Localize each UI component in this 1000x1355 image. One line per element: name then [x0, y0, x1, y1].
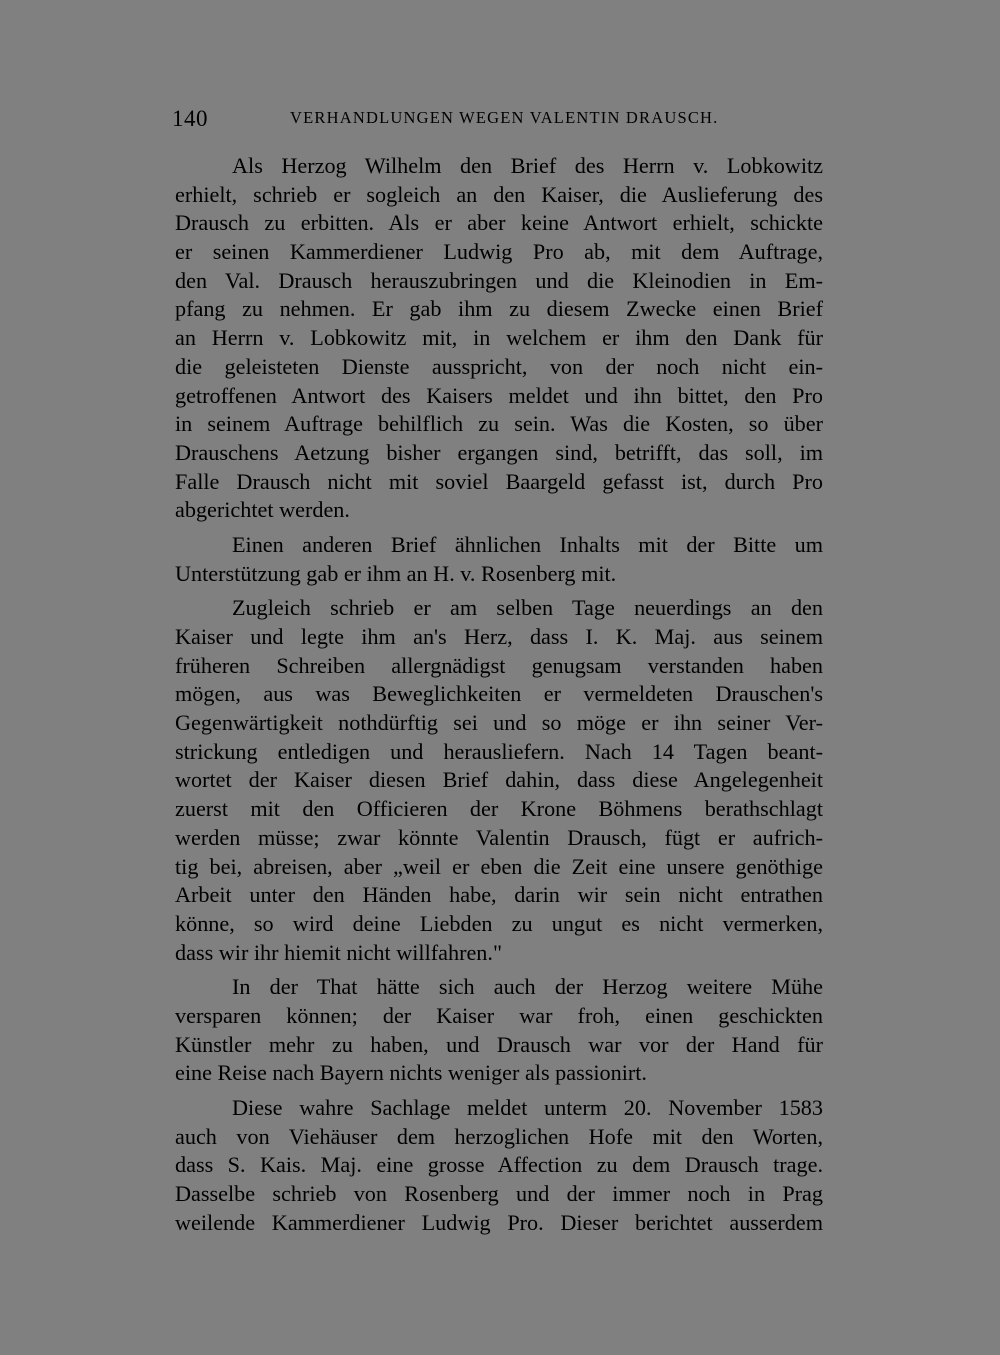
- paragraph-4: [175, 973, 823, 1088]
- text-line: abgerichtet werden.: [175, 497, 350, 523]
- text-line: mögen, aus was Beweglichkeiten er vermeldeten Drauschen's: [175, 681, 823, 707]
- text-line: pfang zu nehmen. Er gab ihm zu diesem Zwecke einen Brief: [175, 296, 823, 322]
- text-line: strickung entledigen und herausliefern. Nach 14 Tagen beant-: [175, 738, 823, 764]
- text-line: Kaiser und legte ihm an's Herz, dass I. K. Maj. aus seinem: [175, 624, 823, 649]
- paragraph-1: [175, 152, 823, 525]
- text-line: könne, so wird deine Liebden zu ungut es nicht vermerken,: [175, 910, 823, 936]
- text-line: tig bei, abreisen, aber „weil er eben die Zeit eine unsere genöthige: [175, 853, 823, 879]
- text-line: er seinen Kammerdiener Ludwig Pro ab, mit dem Auftrage,: [175, 239, 823, 265]
- text-line: Falle Drausch nicht mit soviel Baargeld gefasst ist, durch Pro: [175, 468, 823, 494]
- text-line: dass S. Kais. Maj. eine grosse Affection zu dem Drausch trage.: [175, 1152, 823, 1178]
- text-line: Künstler mehr zu haben, und Drausch war vor der Hand für: [175, 1031, 823, 1057]
- text-line: dass wir ihr hiemit nicht willfahren.": [175, 939, 503, 965]
- text-line: wortet der Kaiser diesen Brief dahin, dass diese Angelegenheit: [175, 767, 823, 793]
- text-line: Gegenwärtigkeit nothdürftig sei und so möge er ihn seiner Ver-: [175, 710, 823, 736]
- text-line: getroffenen Antwort des Kaisers meldet und ihn bittet, den Pro: [175, 382, 823, 408]
- text-line: früheren Schreiben allergnädigst genugsam verstanden haben: [175, 652, 823, 678]
- text-line: Dasselbe schrieb von Rosenberg und der immer noch in Prag: [175, 1181, 823, 1207]
- text-line: erhielt, schrieb er sogleich an den Kaiser, die Auslieferung des: [175, 181, 823, 207]
- text-line: Diese wahre Sachlage meldet unterm 20. November 1583: [232, 1095, 823, 1120]
- body-text: [175, 152, 823, 1237]
- text-line: zuerst mit den Officieren der Krone Böhmens berathschlagt: [175, 796, 823, 822]
- text-line: Arbeit unter den Händen habe, darin wir sein nicht entrathen: [175, 882, 823, 908]
- text-line: in seinem Auftrage behilflich zu sein. Was die Kosten, so über: [175, 411, 823, 437]
- text-line: Drauschens Aetzung bisher ergangen sind, betrifft, das soll, im: [175, 439, 823, 465]
- text-line: an Herrn v. Lobkowitz mit, in welchem er ihm den Dank für: [175, 325, 823, 351]
- text-line: Unterstützung gab er ihm an H. v. Rosenberg mit.: [175, 560, 617, 586]
- text-line: Als Herzog Wilhelm den Brief des Herrn v. Lobkowitz: [232, 153, 823, 178]
- paragraph-5: [175, 1094, 823, 1237]
- text-line: versparen können; der Kaiser war froh, einen geschickten: [175, 1002, 823, 1028]
- text-line: auch von Viehäuser dem herzoglichen Hofe mit den Worten,: [175, 1123, 823, 1149]
- text-line: weilende Kammerdiener Ludwig Pro. Dieser berichtet ausserdem: [175, 1209, 823, 1235]
- paragraph-3: [175, 594, 823, 967]
- page-number: 140: [172, 106, 208, 131]
- text-line: Einen anderen Brief ähnlichen Inhalts mit der Bitte um: [232, 531, 823, 557]
- text-line: In der That hätte sich auch der Herzog weitere Mühe: [232, 974, 823, 1000]
- paragraph-2: [175, 531, 823, 588]
- text-line: die geleisteten Dienste ausspricht, von der noch nicht ein-: [175, 353, 823, 379]
- page-header: [172, 104, 732, 134]
- text-line: Zugleich schrieb er am selben Tage neuerdings an den: [232, 595, 823, 621]
- text-line: den Val. Drausch herauszubringen und die Kleinodien in Em-: [175, 267, 823, 293]
- running-title: VERHANDLUNGEN WEGEN VALENTIN DRAUSCH.: [290, 108, 719, 127]
- text-line: eine Reise nach Bayern nichts weniger als passionirt.: [175, 1060, 647, 1086]
- text-line: werden müsse; zwar könnte Valentin Drausch, fügt er aufrich-: [175, 824, 823, 850]
- text-line: Drausch zu erbitten. Als er aber keine Antwort erhielt, schickte: [175, 210, 823, 236]
